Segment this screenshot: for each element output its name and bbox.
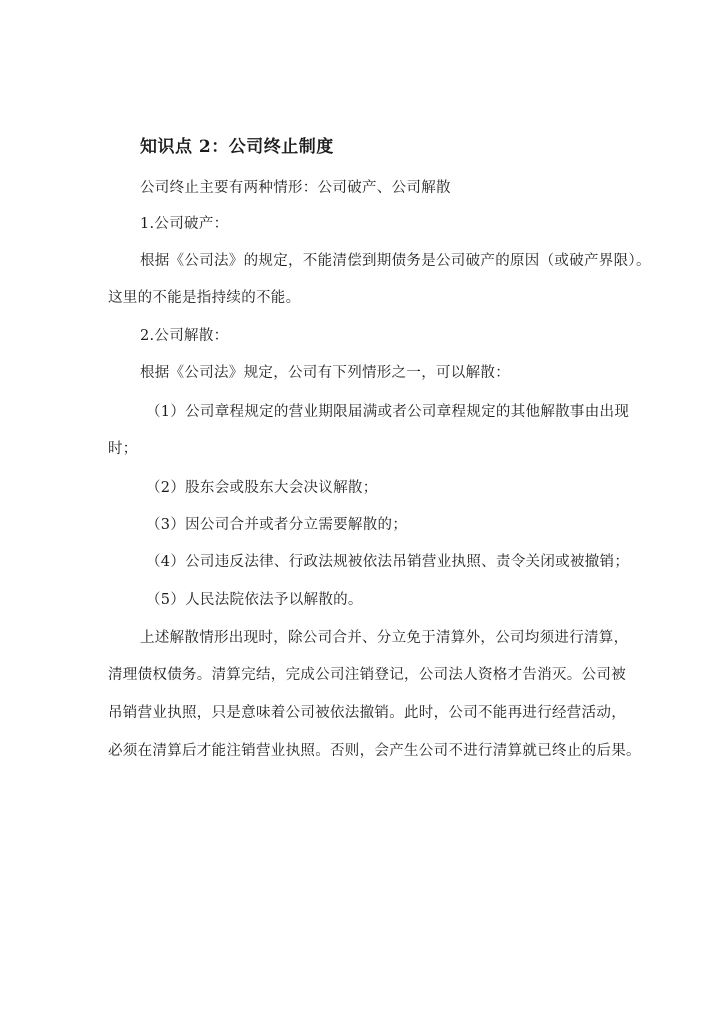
bankruptcy-text-line-1: 根据《公司法》的规定，不能清偿到期债务是公司破产的原因（或破产界限）。 [140, 253, 651, 269]
conclusion-line-1: 上述解散情形出现时，除公司合并、分立免于清算外，公司均须进行清算， [140, 630, 629, 646]
list-item-4: （4）公司违反法律、行政法规被依法吊销营业执照、责令关闭或被撤销； [146, 554, 630, 570]
list-item-5: （5）人民法院依法予以解散的。 [146, 592, 363, 608]
list-item-3: （3）因公司合并或者分立需要解散的； [146, 517, 408, 533]
list-item-1-line-2: 时； [108, 441, 138, 457]
dissolution-title: 2.公司解散： [140, 328, 229, 344]
dissolution-intro: 根据《公司法》规定，公司有下列情形之一，可以解散： [140, 365, 510, 381]
section-heading: 知识点 2：公司终止制度 [140, 137, 334, 157]
conclusion-line-3: 吊销营业执照，只是意味着公司被依法撤销。此时，公司不能再进行经营活动， [108, 705, 626, 721]
list-item-2: （2）股东会或股东大会决议解散； [146, 480, 378, 496]
list-item-1-line-1: （1）公司章程规定的营业期限届满或者公司章程规定的其他解散事由出现 [146, 404, 630, 420]
bankruptcy-text-line-2: 这里的不能是指持续的不能。 [108, 290, 301, 306]
bankruptcy-title: 1.公司破产： [140, 216, 229, 232]
intro-paragraph: 公司终止主要有两种情形：公司破产、公司解散 [140, 180, 451, 196]
conclusion-line-2: 清理债权债务。清算完结，完成公司注销登记，公司法人资格才告消灭。公司被 [108, 667, 626, 683]
conclusion-line-4: 必须在清算后才能注销营业执照。否则，会产生公司不进行清算就已终止的后果。 [108, 743, 641, 759]
